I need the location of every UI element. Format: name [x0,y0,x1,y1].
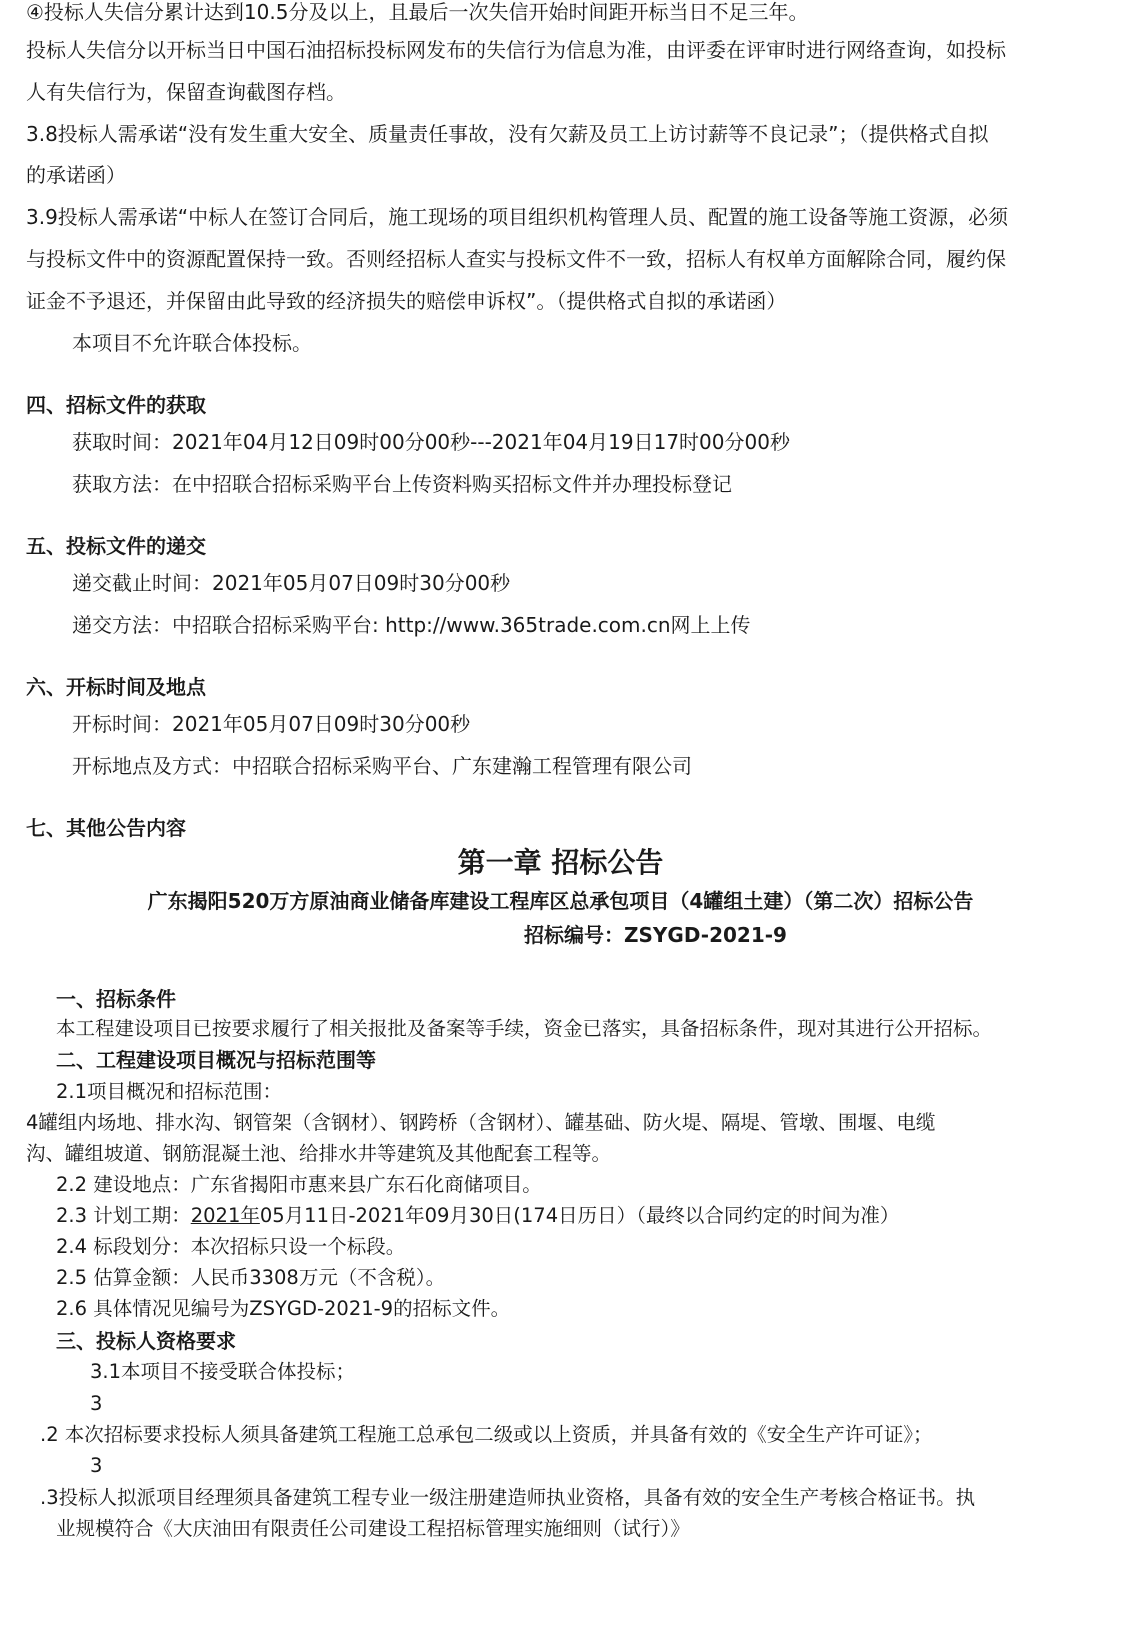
section-heading-5: 五、投标文件的递交 [26,534,206,558]
notice-item: 2.2 建设地点：广东省揭阳市惠来县广东石化商储项目。 [56,1173,542,1196]
notice-item [56,1204,899,1228]
text-line: 3.9投标人需承诺“中标人在签订合同后，施工现场的项目组织机构管理人员、配置的施工设备等施工资源，必须 [26,205,1009,229]
project-title: 广东揭阳520万方原油商业储备库建设工程库区总承包项目（4罐组土建）（第二次）招标公告 [147,889,974,913]
section-heading-6: 六、开标时间及地点 [26,675,206,699]
chapter-title: 第一章 招标公告 [457,846,664,879]
notice-text: 4罐组内场地、排水沟、钢管架（含钢材）、钢跨桥（含钢材）、罐基础、防火堤、隔堤、管墩、围堰、电缆 [26,1111,936,1134]
notice-item: 3.1本项目不接受联合体投标； [90,1360,356,1383]
notice-text: 沟、罐组坡道、钢筋混凝土池、给排水井等建筑及其他配套工程等。 [26,1142,612,1165]
notice-item: 2.5 估算金额：人民币3308万元（不含税）。 [56,1266,446,1289]
acquire-time: 获取时间：2021年04月12日09时00分00秒---2021年04月19日17时00分00秒 [72,430,790,454]
item-number: 3 [90,1454,103,1477]
notice-item: 2.1项目概况和招标范围： [56,1080,283,1103]
notice-item: 2.4 标段划分：本次招标只设一个标段。 [56,1235,406,1258]
notice-text: 业规模符合《大庆油田有限责任公司建设工程招标管理实施细则（试行）》 [56,1517,690,1540]
opening-time: 开标时间：2021年05月07日09时30分00秒 [72,712,471,736]
project-number: 招标编号：ZSYGD-2021-9 [524,923,787,947]
notice-heading-2: 二、工程建设项目概况与招标范围等 [56,1048,376,1072]
notice-item: 2.6 具体情况见编号为ZSYGD-2021-9的招标文件。 [56,1297,511,1320]
submit-method: 递交方法：中招联合招标采购平台: http://www.365trade.com.cn网上上传 [72,613,751,637]
underlined-year: 2021年 [190,1204,260,1227]
notice-item: .2 本次招标要求投标人须具备建筑工程施工总承包二级或以上资质，并具备有效的《安全生产许可证》； [40,1423,933,1446]
text-line: 3.8投标人需承诺“没有发生重大安全、质量责任事故，没有欠薪及员工上访讨薪等不良记录”；（提供格式自拟 [26,122,989,146]
text-line: 投标人失信分以开标当日中国石油招标投标网发布的失信行为信息为准，由评委在评审时进行网络查询，如投标 [26,38,1006,62]
notice-item: .3投标人拟派项目经理须具备建筑工程专业一级注册建造师执业资格，具备有效的安全生产考核合格证书。执 [40,1486,976,1509]
section-heading-7: 七、其他公告内容 [26,816,186,840]
submit-deadline: 递交截止时间：2021年05月07日09时30分00秒 [72,571,511,595]
item-number: 3 [90,1392,103,1415]
text-line: ④投标人失信分累计达到10.5分及以上，且最后一次失信开始时间距开标当日不足三年。 [26,0,809,24]
section-heading-4: 四、招标文件的获取 [26,393,206,417]
notice-heading-1: 一、招标条件 [56,987,176,1011]
text-line: 的承诺函） [26,163,126,187]
text-line: 人有失信行为，保留查询截图存档。 [26,80,346,104]
text-line: 证金不予退还，并保留由此导致的经济损失的赔偿申诉权”。（提供格式自拟的承诺函） [26,289,787,313]
text-line: 与投标文件中的资源配置保持一致。否则经招标人查实与投标文件不一致，招标人有权单方面解除合同，履约保 [26,247,1006,271]
notice-text: 本工程建设项目已按要求履行了相关报批及备案等手续，资金已落实，具备招标条件，现对其进行公开招标。 [56,1017,993,1040]
notice-heading-3: 三、投标人资格要求 [56,1329,236,1353]
no-consortium-note: 本项目不允许联合体投标。 [72,331,312,355]
acquire-method: 获取方法：在中招联合招标采购平台上传资料购买招标文件并办理投标登记 [72,472,732,496]
opening-place: 开标地点及方式：中招联合招标采购平台、广东建瀚工程管理有限公司 [72,754,692,778]
notice-item-text: 05月11日-2021年09月30日(174日历日）（最终以合同约定的时间为准） [259,1204,900,1227]
notice-item-label: 2.3 计划工期： [56,1204,191,1227]
